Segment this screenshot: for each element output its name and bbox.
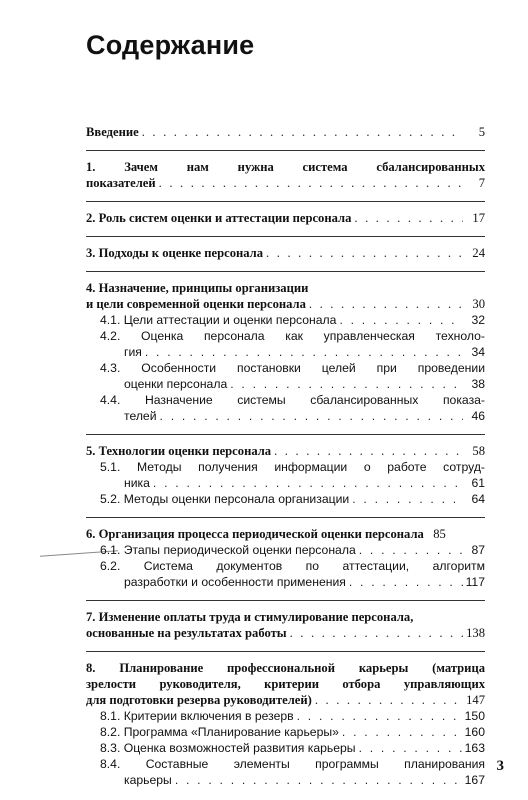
toc-subentry (100, 312, 485, 328)
dot-leader (139, 124, 463, 140)
entry-title-line: 4.3. Особенности постановки целей при проведении (100, 361, 485, 375)
entry-page: 150 (464, 709, 485, 723)
entry-title: 5.2. Методы оценки персонала организации (100, 492, 350, 506)
dot-leader (306, 296, 463, 312)
toc-chapter-4 (86, 271, 485, 424)
entry-page: 117 (465, 575, 485, 589)
dot-leader (339, 724, 463, 740)
entry-page: 7 (478, 176, 485, 190)
toc-entry (86, 692, 485, 708)
dot-leader (142, 344, 463, 360)
dot-leader (351, 210, 463, 226)
entry-title: 4.1. Цели аттестации и оценки персонала (100, 313, 337, 327)
entry-title: 6.1. Этапы периодической оценки персонала (100, 543, 356, 557)
dot-leader (157, 408, 463, 424)
dot-leader (349, 491, 463, 507)
page-number: 3 (496, 758, 504, 774)
dot-leader (172, 772, 463, 788)
entry-title: оценки персонала (124, 377, 228, 391)
toc-subentry (100, 344, 485, 360)
toc-subentry (100, 376, 485, 392)
toc-chapter-3 (86, 236, 485, 261)
toc-intro (86, 124, 485, 140)
dot-leader (263, 245, 463, 261)
entry-page: 138 (466, 626, 485, 640)
toc-entry (86, 526, 485, 542)
toc-subentry (100, 708, 485, 724)
entry-title-line: 8. Планирование профессиональной карьеры (матрица (86, 661, 485, 675)
entry-title: 5. Технологии оценки персонала (86, 444, 272, 458)
entry-title: 8.3. Оценка возможностей развития карьеры (100, 741, 356, 755)
entry-page: 85 (433, 527, 446, 541)
toc-subsections (86, 459, 485, 507)
entry-title: телей (124, 409, 157, 423)
entry-page: 64 (471, 492, 485, 506)
dot-leader (312, 692, 463, 708)
dot-leader (287, 625, 463, 641)
entry-page: 58 (472, 444, 485, 458)
entry-title-line: зрелости руководителя, критерии отбора управляющих (86, 677, 485, 691)
entry-title: 2. Роль систем оценки и аттестации персонала (86, 211, 352, 225)
entry-title-line: 6.2. Система документов по аттестации, алгоритм (100, 559, 485, 573)
entry-page: 38 (471, 377, 485, 391)
toc-entry (86, 210, 485, 226)
toc-subentry (100, 724, 485, 740)
entry-page: 17 (472, 211, 485, 225)
toc-subsections (86, 542, 485, 590)
entry-title: и цели современной оценки персонала (86, 297, 306, 311)
entry-title-line: 7. Изменение оплаты труда и стимулирование персонала, (86, 610, 414, 624)
entry-title: показателей (86, 176, 156, 190)
toc-chapter-7 (86, 600, 485, 641)
toc-chapter-8 (86, 651, 485, 788)
entry-page: 160 (464, 725, 485, 739)
page-title: Содержание (86, 30, 255, 60)
entry-page: 24 (472, 246, 485, 260)
toc-subsections (86, 312, 485, 424)
dot-leader (346, 574, 463, 590)
toc-subentry (100, 491, 485, 507)
entry-page: 163 (464, 741, 485, 755)
entry-page: 87 (471, 543, 485, 557)
entry-title: карьеры (124, 773, 172, 787)
entry-page: 147 (466, 693, 485, 707)
entry-page: 32 (471, 313, 485, 327)
entry-title: для подготовки резерва руководителей) (86, 693, 312, 707)
toc-subsections (86, 708, 485, 788)
entry-title-line: 5.1. Методы получения информации о работе сотруд- (100, 460, 485, 474)
toc-subentry (100, 542, 485, 558)
entry-title: ника (124, 476, 150, 490)
entry-title: 8.2. Программа «Планирование карьеры» (100, 725, 339, 739)
dot-leader (356, 740, 463, 756)
entry-page: 46 (471, 409, 485, 423)
table-of-contents (86, 124, 485, 798)
entry-title: 3. Подходы к оценке персонала (86, 246, 264, 260)
dot-leader (271, 443, 463, 459)
toc-entry (86, 175, 485, 191)
dot-leader (356, 542, 463, 558)
entry-title: 6. Организация процесса периодической оценки персонала (86, 527, 424, 541)
toc-entry (86, 245, 485, 261)
toc-subentry (100, 574, 485, 590)
dot-leader (336, 312, 463, 328)
entry-title: основанные на результатах работы (86, 626, 287, 640)
toc-subentry (100, 475, 485, 491)
entry-title: Введение (86, 125, 139, 139)
toc-chapter-6 (86, 517, 485, 590)
toc-chapter-1 (86, 150, 485, 191)
entry-title-line: 4.4. Назначение системы сбалансированных показа- (100, 393, 485, 407)
entry-title-line: 1. Зачем нам нужна система сбалансированных (86, 160, 485, 174)
toc-chapter-5 (86, 434, 485, 507)
toc-entry (86, 625, 485, 641)
toc-subentry (100, 408, 485, 424)
toc-chapter-2 (86, 201, 485, 226)
dot-leader (227, 376, 463, 392)
entry-page: 30 (472, 297, 485, 311)
entry-page: 167 (464, 773, 485, 787)
dot-leader (294, 708, 463, 724)
entry-page: 34 (471, 345, 485, 359)
entry-title: гия (124, 345, 142, 359)
entry-title-line: 8.4. Составные элементы программы планирования (100, 757, 485, 771)
entry-page: 5 (478, 125, 485, 139)
toc-entry (86, 124, 485, 140)
entry-title: 8.1. Критерии включения в резерв (100, 709, 294, 723)
entry-title-line: 4. Назначение, принципы организации (86, 281, 309, 295)
toc-entry (86, 443, 485, 459)
dot-leader (156, 175, 463, 191)
toc-subentry (100, 740, 485, 756)
toc-subentry (100, 772, 485, 788)
entry-title: разработки и особенности применения (124, 575, 346, 589)
entry-title-line: 4.2. Оценка персонала как управленческая техноло- (100, 329, 485, 343)
dot-leader (150, 475, 463, 491)
toc-entry (86, 296, 485, 312)
entry-page: 61 (471, 476, 485, 490)
